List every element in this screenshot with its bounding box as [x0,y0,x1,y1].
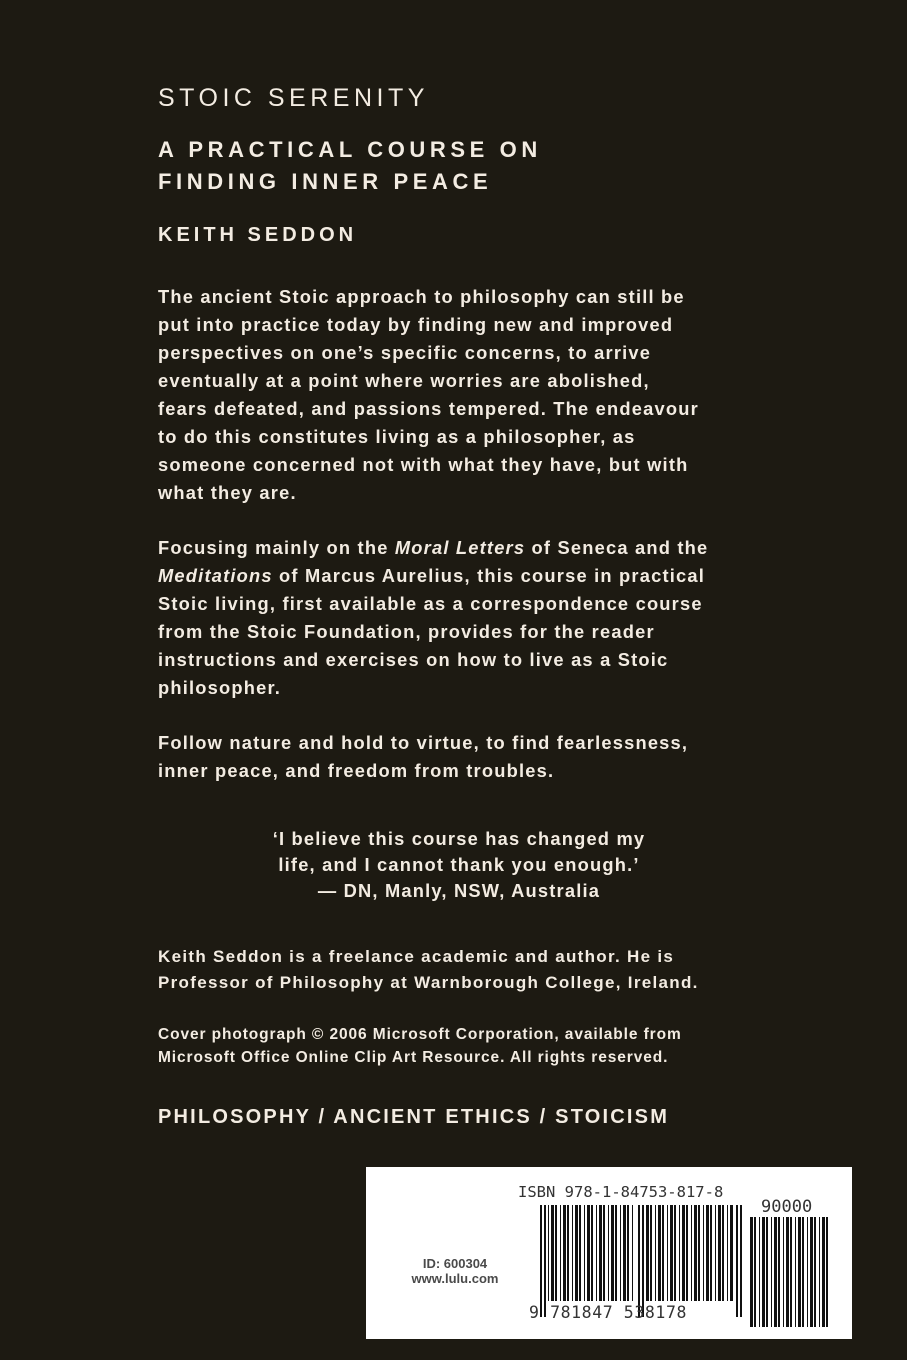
price-barcode-bar [810,1217,813,1327]
price-barcode-bar [750,1217,753,1327]
text-line: Follow nature and hold to virtue, to find fearlessness, [158,732,689,753]
barcode-bar [623,1205,626,1301]
price-barcode-bar [759,1217,760,1327]
barcode-bar [722,1205,724,1301]
barcode-guard-bar [736,1205,738,1317]
text-line [158,562,708,590]
barcode-bar [560,1205,561,1301]
description-paragraph-1 [158,283,699,507]
barcode-bar [632,1205,633,1301]
barcode-bar [611,1205,614,1301]
barcode-bar [674,1205,676,1301]
barcode-bar [584,1205,585,1301]
ean-digits: 9 781847 538178 [529,1303,688,1322]
barcode-guard-bar [540,1205,542,1317]
quote-line: life, and I cannot thank you enough.’ [278,854,640,875]
price-code: 90000 [761,1197,813,1217]
text-line: Microsoft Office Online Clip Art Resource. All rights reserved. [158,1049,669,1066]
barcode-bar [555,1205,557,1301]
barcode-bar [615,1205,617,1301]
barcode-bar [679,1205,680,1301]
description-paragraph-2 [158,534,708,702]
barcode-guard-bar [544,1205,546,1317]
subtitle-line: A PRACTICAL COURSE ON [158,137,542,162]
text-run: of Seneca and the [525,537,709,558]
barcode-bar [567,1205,569,1301]
text-line: someone concerned not with what they have, but with [158,454,689,475]
price-barcode-bar [795,1217,796,1327]
price-barcode-bar [814,1217,816,1327]
text-line: The ancient Stoic approach to philosophy can still be [158,286,685,307]
barcode-bar [599,1205,602,1301]
text-line: Stoic living, first available as a correspondence course [158,593,703,614]
text-line: fears defeated, and passions tempered. The endeavour [158,398,699,419]
book-title: STOIC SERENITY [158,84,429,112]
text-run: Focusing mainly on the [158,537,395,558]
quote-line: ‘I believe this course has changed my [272,828,646,849]
text-line: inner peace, and freedom from troubles. [158,760,555,781]
text-line: philosopher. [158,677,282,698]
barcode-bar [710,1205,712,1301]
book-reference: Meditations [158,565,273,586]
barcode-bar [650,1205,652,1301]
subject-category: PHILOSOPHY / ANCIENT ETHICS / STOICISM [158,1106,670,1128]
subtitle-line: FINDING INNER PEACE [158,169,493,194]
text-line: Cover photograph © 2006 Microsoft Corporation, available from [158,1026,682,1043]
isbn-label: ISBN 978-1-84753-817-8 [518,1183,724,1201]
text-line [158,534,708,562]
publisher-id: ID: 600304 [422,1256,488,1271]
barcode-panel [366,1167,852,1339]
barcode-bar [655,1205,656,1301]
text-line: from the Stoic Foundation, provides for the reader [158,621,655,642]
price-barcode-bar [771,1217,772,1327]
price-barcode-bar [826,1217,828,1327]
barcode-guard-bar [642,1205,644,1317]
barcode-bar [727,1205,728,1301]
price-barcode-bar [807,1217,808,1327]
testimonial-quote [158,826,760,904]
publisher-mark [394,1256,516,1286]
text-line: instructions and exercises on how to live as a Stoic [158,649,669,670]
quote-attribution: — DN, Manly, NSW, Australia [317,880,601,901]
barcode-bar [703,1205,704,1301]
publisher-url: www.lulu.com [411,1271,499,1286]
price-barcode-bar [819,1217,820,1327]
barcode-bar [691,1205,692,1301]
barcode-bar [694,1205,697,1301]
price-barcode-bar [762,1217,765,1327]
barcode-guard-bar [740,1205,742,1317]
price-barcode-bar [754,1217,756,1327]
barcode-bar [627,1205,629,1301]
barcode-bar [667,1205,668,1301]
price-barcode-bar [802,1217,804,1327]
barcode-bar [698,1205,700,1301]
barcode-bar [682,1205,685,1301]
description-paragraph-3 [158,729,688,785]
text-line: perspectives on one’s specific concerns, to arrive [158,342,652,363]
barcode-bar [715,1205,716,1301]
text-run: of Marcus Aurelius, this course in practical [272,565,706,586]
text-line: Professor of Philosophy at Warnborough College, Ireland. [158,973,699,992]
price-barcode-bar [766,1217,768,1327]
text-line: put into practice today by finding new and improved [158,314,674,335]
barcode-bar [572,1205,573,1301]
barcode-bar [658,1205,661,1301]
text-line: to do this constitutes living as a philosopher, as [158,426,636,447]
barcode-bar [686,1205,688,1301]
barcode-bar [575,1205,578,1301]
price-barcode-bar [822,1217,825,1327]
price-barcode-bar [778,1217,780,1327]
text-line: Keith Seddon is a freelance academic and author. He is [158,947,675,966]
barcode-bar [620,1205,621,1301]
barcode-bar [596,1205,597,1301]
barcode-bar [646,1205,649,1301]
photo-credit [158,1023,682,1069]
barcode-bar [662,1205,664,1301]
price-barcode-bar [774,1217,777,1327]
barcode-bar [706,1205,709,1301]
text-line: eventually at a point where worries are abolished, [158,370,650,391]
price-barcode-bar [783,1217,784,1327]
barcode-bar [579,1205,581,1301]
author-name: KEITH SEDDON [158,224,358,246]
barcode-bar [591,1205,593,1301]
barcode-bar [551,1205,554,1301]
text-line: what they are. [158,482,297,503]
barcode-bar [587,1205,590,1301]
barcode-bar [563,1205,566,1301]
author-bio [158,944,699,996]
barcode-bar [548,1205,549,1301]
book-reference: Moral Letters [394,537,526,558]
barcode-bar [718,1205,721,1301]
barcode-bar [603,1205,605,1301]
price-barcode-bar [790,1217,792,1327]
barcode-bar [670,1205,673,1301]
book-subtitle [158,134,542,198]
price-barcode-bar [786,1217,789,1327]
barcode-bar [730,1205,733,1301]
price-barcode-bar [798,1217,801,1327]
barcode-guard-bar [638,1205,640,1317]
barcode-bar [608,1205,609,1301]
